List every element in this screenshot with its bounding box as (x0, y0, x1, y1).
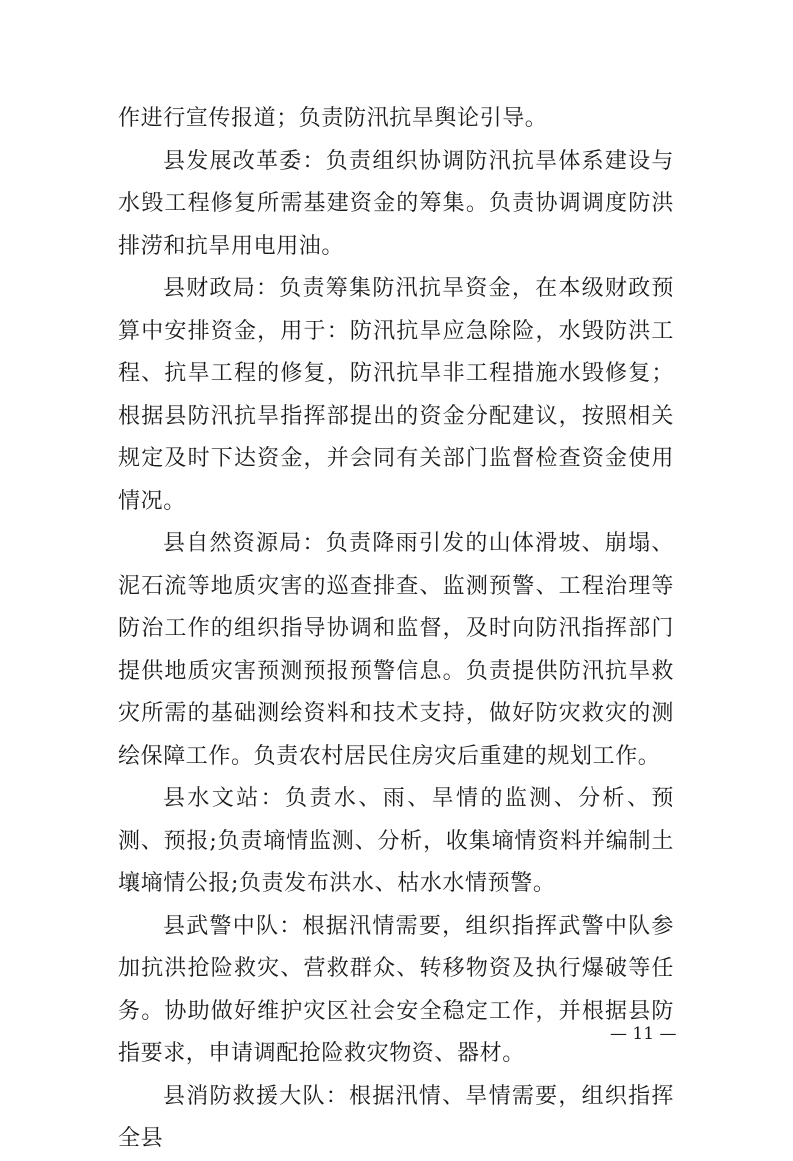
paragraph-hydrology-station: 县水文站：负责水、雨、旱情的监测、分析、预测、预报;负责墒情监测、分析，收集墒情资料并编制土壤墒情公报;负责发布洪水、枯水水情预警。 (118, 786, 674, 896)
paragraph-natural-resources-bureau: 县自然资源局：负责降雨引发的山体滑坡、崩塌、泥石流等地质灾害的巡查排查、监测预警、工程治理等防治工作的组织指导协调和监督，及时向防汛指挥部门提供地质灾害预测预报预警信息。负责提供防汛抗旱救灾所需的基础测绘资料和技术支持，做好防灾救灾的测绘保障工作。负责农村居民住房灾后重建的规划工作。 (118, 531, 674, 769)
paragraph-finance-bureau: 县财政局：负责筹集防汛抗旱资金，在本级财政预算中安排资金，用于：防汛抗旱应急除险，水毁防洪工程、抗旱工程的修复，防汛抗旱非工程措施水毁修复；根据县防汛抗旱指挥部提出的资金分配建议，按照相关规定及时下达资金，并会同有关部门监督检查资金使用情况。 (118, 276, 674, 514)
paragraph-armed-police-squadron: 县武警中队：根据汛情需要，组织指挥武警中队参加抗洪抢险救灾、营救群众、转移物资及执行爆破等任务。协助做好维护灾区社会安全稳定工作，并根据县防指要求，申请调配抢险救灾物资、器材。 (118, 913, 674, 1066)
document-body (118, 98, 677, 1161)
page-number: — 11 — (610, 1024, 677, 1044)
paragraph-continuation: 作进行宣传报道；负责防汛抗旱舆论引导。 (118, 106, 548, 131)
paragraph-development-reform-commission: 县发展改革委：负责组织协调防汛抗旱体系建设与水毁工程修复所需基建资金的筹集。负责协调调度防洪排涝和抗旱用电用油。 (118, 148, 674, 259)
paragraph-fire-rescue-brigade: 县消防救援大队：根据汛情、旱情需要，组织指挥全县 (118, 1083, 674, 1151)
